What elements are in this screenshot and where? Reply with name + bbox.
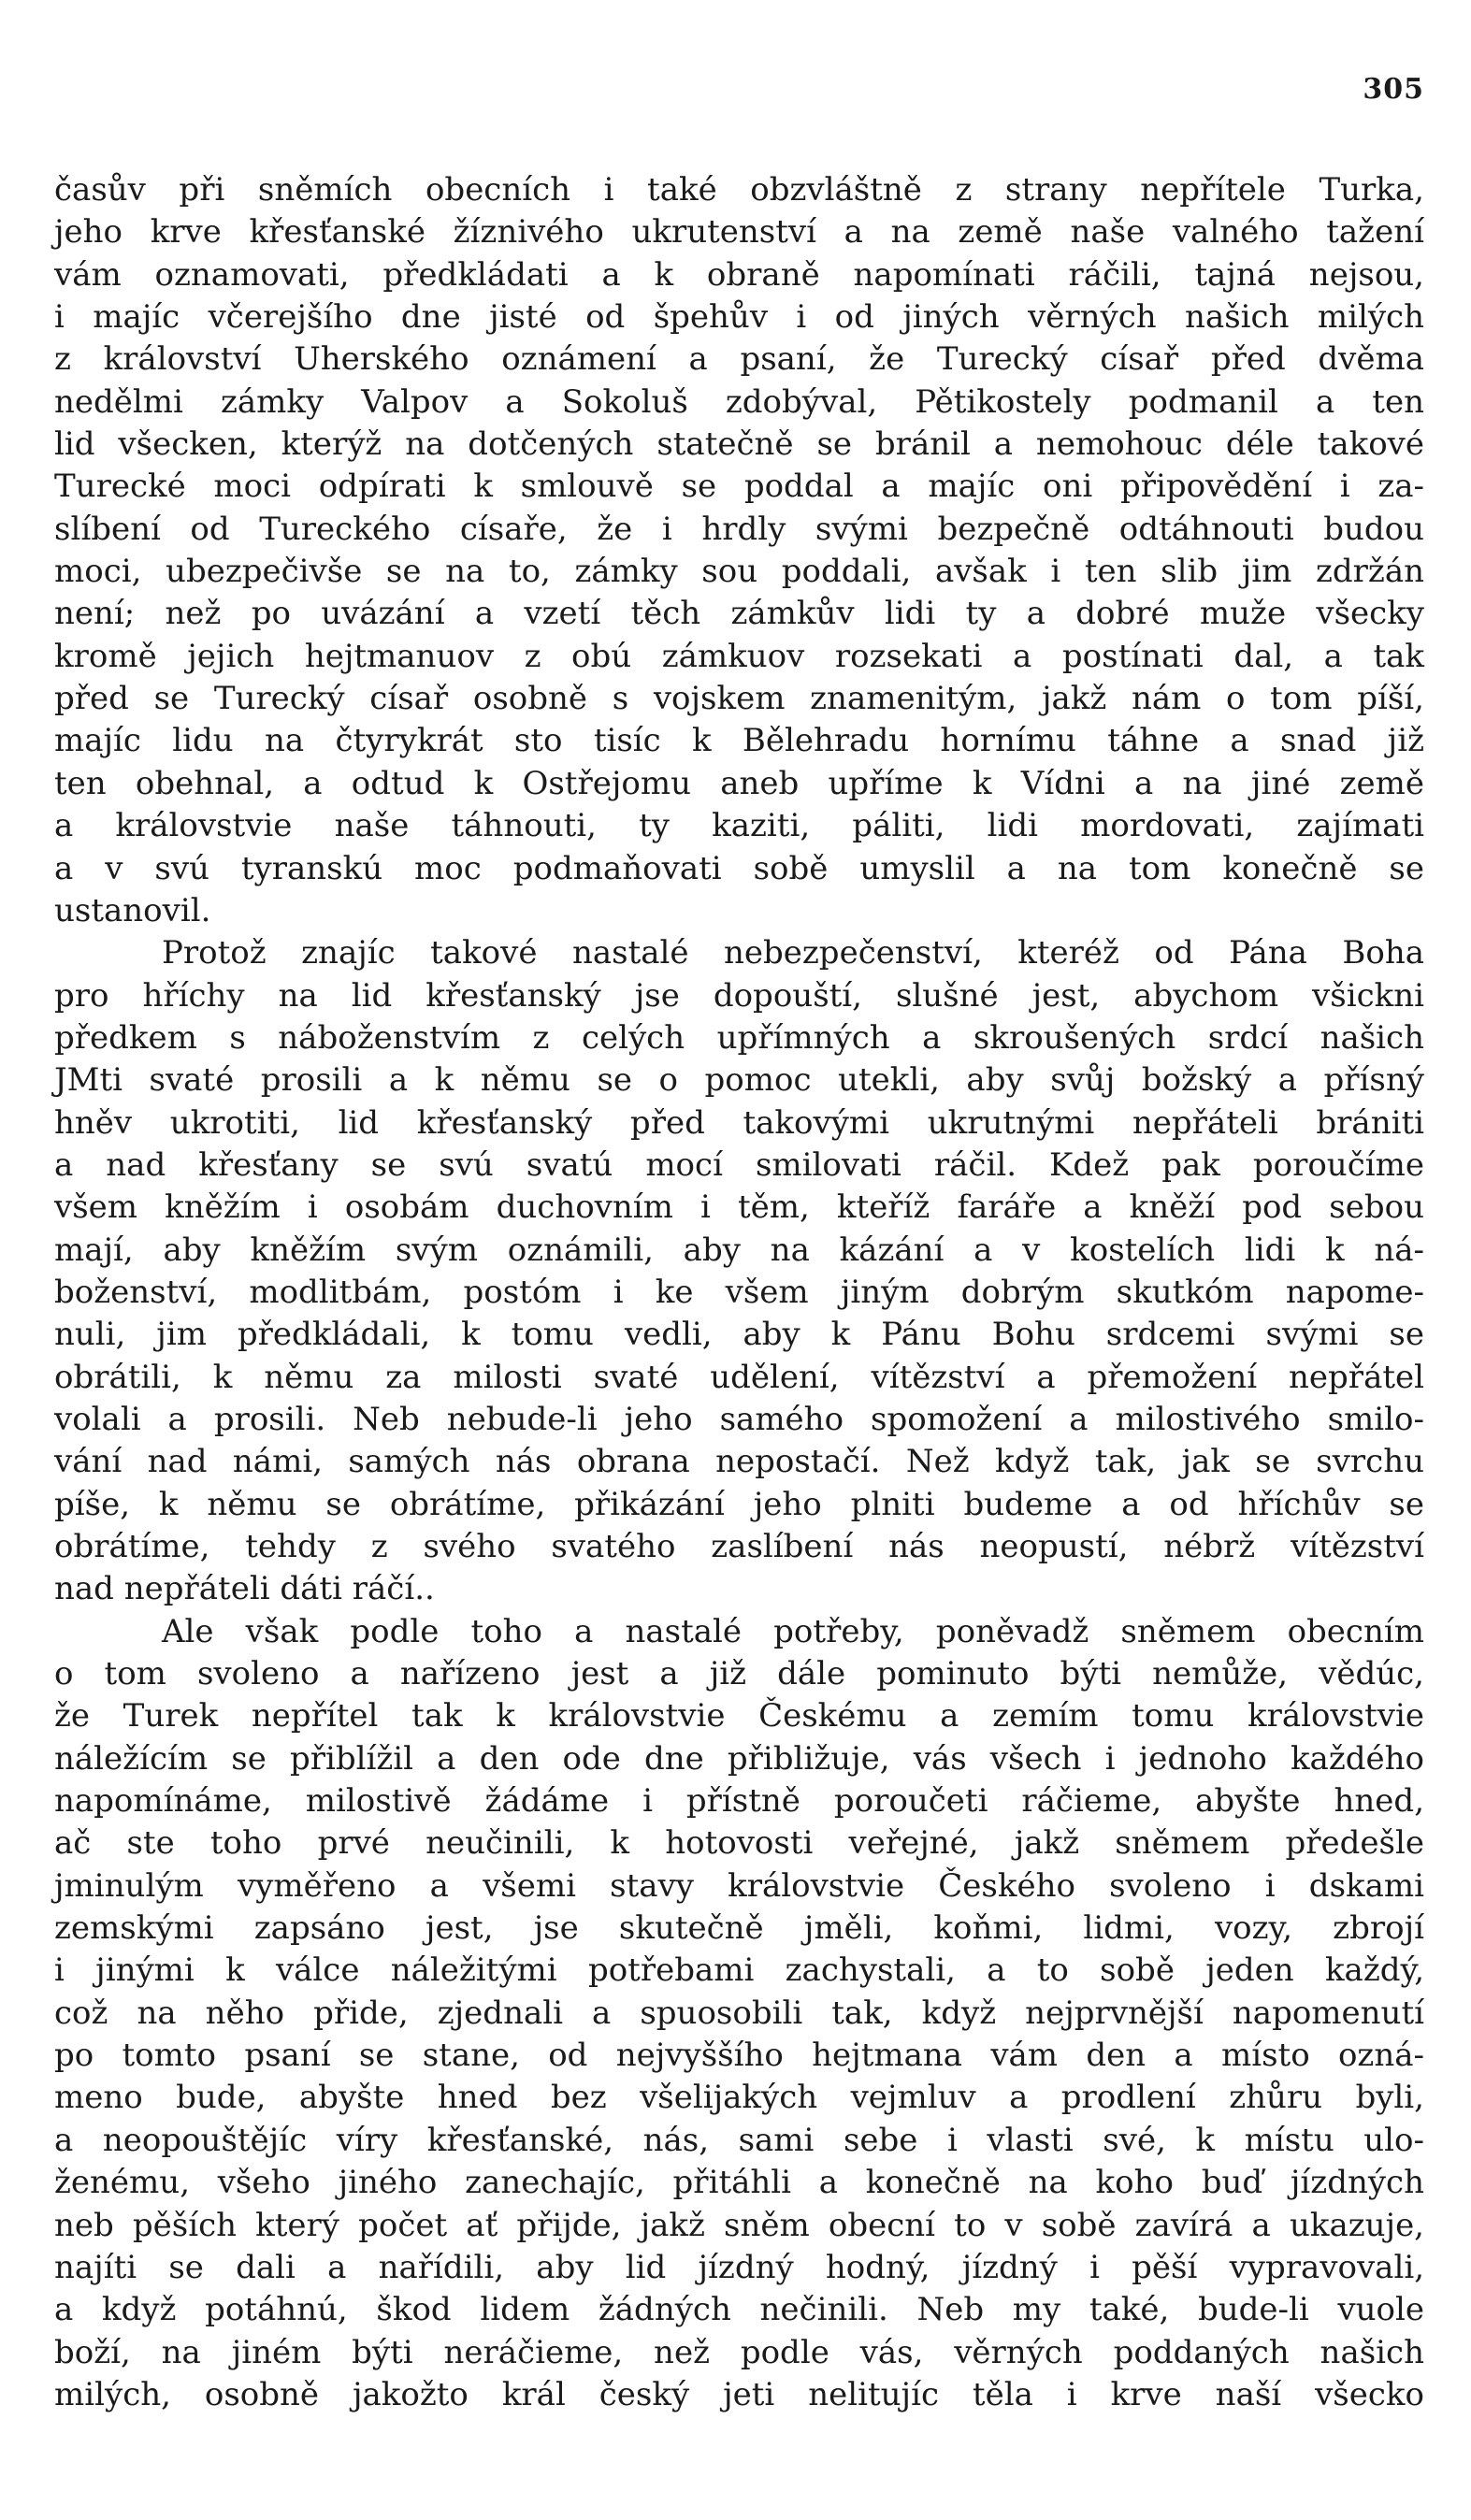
- text-line: že Turek nepřítel tak k královstvie Českému a zemím tomu královstvie: [54, 1697, 1424, 1735]
- text-line: nedělmi zámky Valpov a Sokoluš zdobýval, Pětikostely podmanil a ten: [54, 382, 1424, 421]
- text-line: boží, na jiném býti neráčieme, než podle vás, věrných poddaných našich: [54, 2333, 1424, 2371]
- text-line: i jinými k válce náležitými potřebami zachystali, a to sobě jeden každý,: [54, 1951, 1424, 1990]
- text-line: Ale však podle toho a nastalé potřeby, poněvadž sněmem obecním: [162, 1612, 1424, 1650]
- text-line: po tomto psaní se stane, od nejvyššího hejtmana vám den a místo ozná-: [54, 2037, 1424, 2075]
- text-line: nad nepřáteli dáti ráčí..: [54, 1570, 435, 1608]
- text-line: hněv ukrotiti, lid křesťanský před takovými ukrutnými nepřáteli brániti: [54, 1103, 1424, 1142]
- text-line: náležícím se přiblížil a den ode dne přibližuje, vás všech i jednoho každého: [54, 1739, 1424, 1778]
- text-line: boženství, modlitbám, postóm i ke všem jiným dobrým skutkóm napome-: [54, 1273, 1424, 1311]
- text-line: slíbení od Tureckého císaře, že i hrdly svými bezpečně odtáhnouti budou: [54, 510, 1424, 548]
- text-line: zemskými zapsáno jest, jse skutečně jměli, koňmi, lidmi, vozy, zbrojí: [54, 1909, 1424, 1948]
- text-line: najíti se dali a nařídili, aby lid jízdný hodný, jízdný i pěší vypravovali,: [54, 2248, 1424, 2286]
- text-line: mají, aby kněžím svým oznámili, aby na kázání a v kostelích lidi k ná-: [54, 1231, 1424, 1269]
- text-line: z království Uherského oznámení a psaní, že Turecký císař před dvěma: [54, 340, 1424, 379]
- text-line: a nad křesťany se svú svatú mocí smilovati ráčil. Kdež pak poroučíme: [54, 1145, 1424, 1184]
- text-line: i majíc včerejšího dne jisté od špehův i od jiných věrných našich milých: [54, 298, 1424, 337]
- text-line: JMti svaté prosili a k němu se o pomoc utekli, aby svůj božský a přísný: [54, 1061, 1424, 1100]
- text-line: neb pěších který počet ať přijde, jakž sněm obecní to v sobě zavírá a ukazuje,: [54, 2206, 1424, 2244]
- text-line: všem kněžím i osobám duchovním i těm, kteříž faráře a kněží pod sebou: [54, 1188, 1424, 1227]
- text-line: Turecké moci odpírati k smlouvě se poddal a majíc oni připovědění i za-: [54, 468, 1424, 506]
- text-line: obrátili, k němu za milosti svaté udělení, vítězství a přemožení nepřátel: [54, 1358, 1424, 1396]
- text-line: což na něho přide, zjednali a spuosobili tak, když nejprvnější napomenutí: [54, 1994, 1424, 2032]
- text-line: a když potáhnú, škod lidem žádných nečinili. Neb my také, bude-li vuole: [54, 2291, 1424, 2329]
- text-line: ženému, všeho jiného zanechajíc, přitáhli a konečně na koho buď jízdných: [54, 2164, 1424, 2202]
- text-line: o tom svoleno a nařízeno jest a již dále pominuto býti nemůže, vědúc,: [54, 1655, 1424, 1693]
- text-line: a v svú tyranskú moc podmaňovati sobě umyslil a na tom konečně se: [54, 849, 1424, 887]
- body-text: [54, 169, 1424, 2416]
- text-line: nuli, jim předkládali, k tomu vedli, aby k Pánu Bohu srdcemi svými se: [54, 1316, 1424, 1354]
- text-line: lid všecken, kterýž na dotčených statečně se bránil a nemohouc déle takové: [54, 425, 1424, 464]
- text-line: meno bude, abyšte hned bez všelijakých vejmluv a prodlení zhůru byli,: [54, 2079, 1424, 2117]
- text-line: Protož znajíc takové nastalé nebezpečenství, kteréž od Pána Boha: [162, 934, 1424, 972]
- text-line: časův při sněmích obecních i také obzvláštně z strany nepřítele Turka,: [54, 171, 1424, 209]
- text-line: vání nad námi, samých nás obrana nepostačí. Než když tak, jak se svrchu: [54, 1443, 1424, 1481]
- text-line: ten obehnal, a odtud k Ostřejomu aneb upříme k Vídni a na jiné země: [54, 764, 1424, 802]
- text-line: a královstvie naše táhnouti, ty kaziti, páliti, lidi mordovati, zajímati: [54, 807, 1424, 845]
- text-line: není; než po uvázání a vzetí těch zámkův lidi ty a dobré muže všecky: [54, 595, 1424, 633]
- text-line: vám oznamovati, předkládati a k obraně napomínati ráčili, tajná nejsou,: [54, 255, 1424, 294]
- text-line: předkem s náboženstvím z celých upřímných a skroušených srdcí našich: [54, 1018, 1424, 1057]
- page-number: 305: [1363, 73, 1424, 106]
- text-line: volali a prosili. Neb nebude-li jeho samého spomožení a milostivého smilo-: [54, 1400, 1424, 1438]
- text-line: a neopouštějíc víry křesťanské, nás, sami sebe i vlasti své, k místu ulo-: [54, 2121, 1424, 2159]
- text-line: před se Turecký císař osobně s vojskem znamenitým, jakž nám o tom píší,: [54, 680, 1424, 718]
- text-line: jminulým vyměřeno a všemi stavy královstvie Českého svoleno i dskami: [54, 1866, 1424, 1905]
- text-line: kromě jejich hejtmanuov z obú zámkuov rozsekati a postínati dal, a tak: [54, 637, 1424, 675]
- text-line: napomínáme, milostivě žádáme i přístně poroučeti ráčieme, abyšte hned,: [54, 1782, 1424, 1821]
- text-line: píše, k němu se obrátíme, přikázání jeho plniti budeme a od hříchův se: [54, 1485, 1424, 1523]
- text-line: pro hříchy na lid křesťanský jse dopouští, slušné jest, abychom všickni: [54, 976, 1424, 1015]
- text-line: majíc lidu na čtyrykrát sto tisíc k Bělehradu hornímu táhne a snad již: [54, 722, 1424, 760]
- text-line: obrátíme, tehdy z svého svatého zaslíbení nás neopustí, nébrž vítězství: [54, 1528, 1424, 1565]
- text-line: jeho krve křesťanské žíznivého ukrutenství a na země naše valného tažení: [54, 213, 1424, 252]
- text-line: moci, ubezpečivše se na to, zámky sou poddali, avšak i ten slib jim zdržán: [54, 553, 1424, 591]
- text-line: milých, osobně jakožto král český jeti nelitujíc těla i krve naší všecko: [54, 2375, 1424, 2413]
- text-line: ač ste toho prvé neučinili, k hotovosti veřejné, jakž sněmem předešle: [54, 1824, 1424, 1863]
- text-line: ustanovil.: [54, 891, 211, 929]
